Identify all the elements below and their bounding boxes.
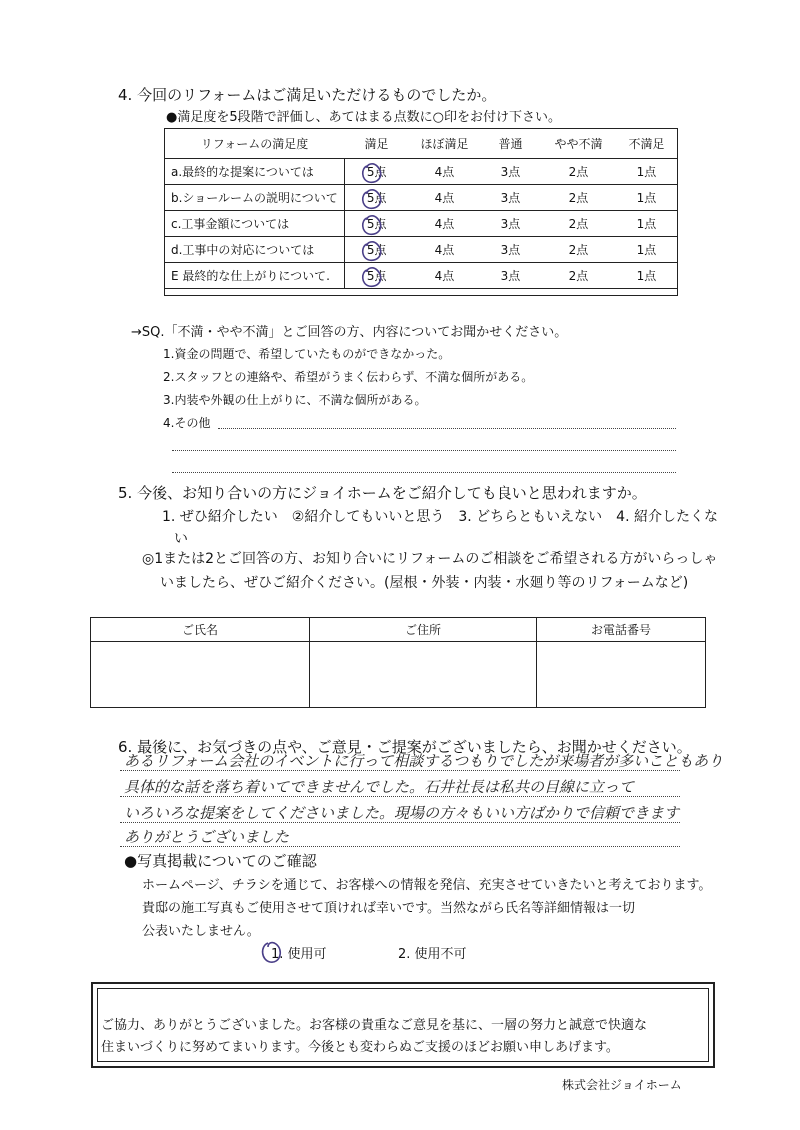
score-cell[interactable]: 2点	[541, 211, 617, 237]
row-label: a.最終的な提案については	[165, 159, 345, 185]
q5-title: 5. 今後、お知り合いの方にジョイホームをご紹介しても良いと思われますか。	[118, 484, 647, 502]
score-cell[interactable]: 4点	[409, 159, 481, 185]
table-row	[165, 211, 677, 237]
row-label: d.工事中の対応については	[165, 237, 345, 263]
circle-mark	[363, 242, 381, 260]
satisfaction-table	[164, 128, 677, 289]
sq-other-line[interactable]	[218, 428, 676, 429]
score-cell[interactable]: 4点	[409, 237, 481, 263]
col-header-normal: 普通	[498, 136, 523, 151]
handwritten-circle-marks	[355, 158, 395, 294]
ref-phone-field[interactable]	[537, 642, 706, 708]
score-cell[interactable]: 5点	[345, 237, 409, 263]
q5-note-line1: ◎1または2とご回答の方、お知り合いにリフォームのご相談をご希望される方がいらっしゃ	[142, 551, 718, 567]
col-header-mostly: ほぼ満足	[420, 136, 469, 151]
score-cell[interactable]: 1点	[617, 159, 677, 185]
circle-mark	[363, 164, 381, 182]
sq-item-3: 3.内装や外観の仕上がりに、不満な個所がある。	[163, 393, 427, 407]
row-label: b.ショールームの説明について	[165, 185, 345, 211]
handwritten-comment-line: いろいろな提案をしてくださいました。現場の方々もいい方ばかりで信頼できます	[124, 804, 680, 822]
sq-item-1: 1.資金の問題で、希望していたものができなかった。	[163, 347, 451, 361]
handwritten-comment-line: 具体的な話を落ち着いてできませんでした。石井社長は私共の目線に立って	[124, 778, 635, 796]
score-cell[interactable]: 3点	[481, 263, 541, 289]
row-label: E 最終的な仕上がりについて.	[165, 263, 345, 289]
col-header-somewhat: やや不満	[554, 136, 603, 151]
score-cell[interactable]: 2点	[541, 237, 617, 263]
score-cell[interactable]: 1点	[617, 263, 677, 289]
photo-text-line2: 貴邸の施工写真もご使用させて頂ければ幸いです。当然ながら氏名等詳細情報は一切	[142, 901, 635, 916]
sq-item-2: 2.スタッフとの連絡や、希望がうまく伝わらず、不満な個所がある。	[163, 370, 534, 384]
score-cell[interactable]: 3点	[481, 185, 541, 211]
ref-header-address: ご住所	[310, 618, 537, 642]
q6-title: 6. 最後に、お気づきの点や、ご意見・ご提案がございましたら、お聞かせください。	[118, 738, 692, 756]
score-cell[interactable]: 5点	[345, 185, 409, 211]
col-header-item: リフォームの満足度	[200, 136, 309, 151]
table-row	[165, 159, 677, 185]
score-cell[interactable]: 3点	[481, 159, 541, 185]
company-name: 株式会社ジョイホーム	[562, 1078, 682, 1092]
score-cell[interactable]: 3点	[481, 211, 541, 237]
score-cell[interactable]: 4点	[409, 185, 481, 211]
score-cell[interactable]: 1点	[617, 211, 677, 237]
q4-instruction: ●満足度を5段階で評価し、あてはまる点数に○印をお付け下さい。	[166, 110, 561, 125]
score-cell[interactable]: 1点	[617, 185, 677, 211]
ref-header-phone: お電話番号	[537, 618, 706, 642]
sq-other-line[interactable]	[172, 450, 676, 451]
q5-options-wrap: い	[174, 531, 188, 547]
photo-option-deny[interactable]: 2. 使用不可	[398, 947, 467, 962]
circle-mark	[363, 216, 381, 234]
sq-item-4: 4.その他	[163, 416, 211, 430]
score-cell[interactable]: 3点	[481, 237, 541, 263]
photo-text-line1: ホームページ、チラシを通じて、お客様への情報を発信、充実させていきたいと考えております。	[142, 878, 712, 893]
score-cell[interactable]: 1点	[617, 237, 677, 263]
sq-title: →SQ.「不満・やや不満」とご回答の方、内容についてお聞かせください。	[131, 325, 568, 340]
sq-other-line[interactable]	[172, 472, 676, 473]
ref-address-field[interactable]	[310, 642, 537, 708]
circle-mark	[363, 268, 381, 286]
score-cell[interactable]: 4点	[409, 263, 481, 289]
col-header-dissatisfied: 不満足	[628, 136, 665, 151]
col-header-satisfied: 満足	[364, 136, 389, 151]
table-row	[165, 185, 677, 211]
photo-option-allow[interactable]: 1. 使用可	[271, 947, 327, 962]
score-cell[interactable]: 5点	[345, 263, 409, 289]
table-row	[165, 263, 677, 289]
row-label: c.工事金額については	[165, 211, 345, 237]
ref-name-field[interactable]	[91, 642, 310, 708]
q5-note-line2: いましたら、ぜひご紹介ください。(屋根・外装・内装・水廻り等のリフォームなど)	[160, 575, 689, 591]
ref-header-name: ご氏名	[91, 618, 310, 642]
score-cell[interactable]: 2点	[541, 159, 617, 185]
handwritten-comment-line: ありがとうございました	[124, 828, 290, 846]
closing-line1: ご協力、ありがとうございました。お客様の貴重なご意見を基に、一層の努力と誠意で快適な	[101, 1018, 648, 1033]
table-row	[165, 237, 677, 263]
closing-line2: 住まいづくりに努めてまいります。今後とも変わらぬご支援のほどお願い申しあげます。	[101, 1040, 619, 1055]
circle-mark	[363, 190, 381, 208]
score-cell[interactable]: 2点	[541, 185, 617, 211]
q5-options[interactable]: 1. ぜひ紹介したい ②紹介してもいいと思う 3. どちらともいえない 4. 紹介したくな	[162, 509, 718, 525]
score-cell[interactable]: 2点	[541, 263, 617, 289]
referral-table	[90, 617, 706, 708]
handwritten-comment-line: あるリフォーム会社のイベントに行って相談するつもりでしたが来場者が多いこともあり	[124, 752, 724, 770]
score-cell[interactable]: 5点	[345, 159, 409, 185]
handwritten-circle-mark	[258, 938, 288, 968]
photo-text-line3: 公表いたしません。	[142, 924, 260, 939]
score-cell[interactable]: 4点	[409, 211, 481, 237]
photo-title: ●写真掲載についてのご確認	[124, 852, 317, 870]
score-cell[interactable]: 5点	[345, 211, 409, 237]
q4-title: 4. 今回のリフォームはご満足いただけるものでしたか。	[118, 86, 497, 104]
